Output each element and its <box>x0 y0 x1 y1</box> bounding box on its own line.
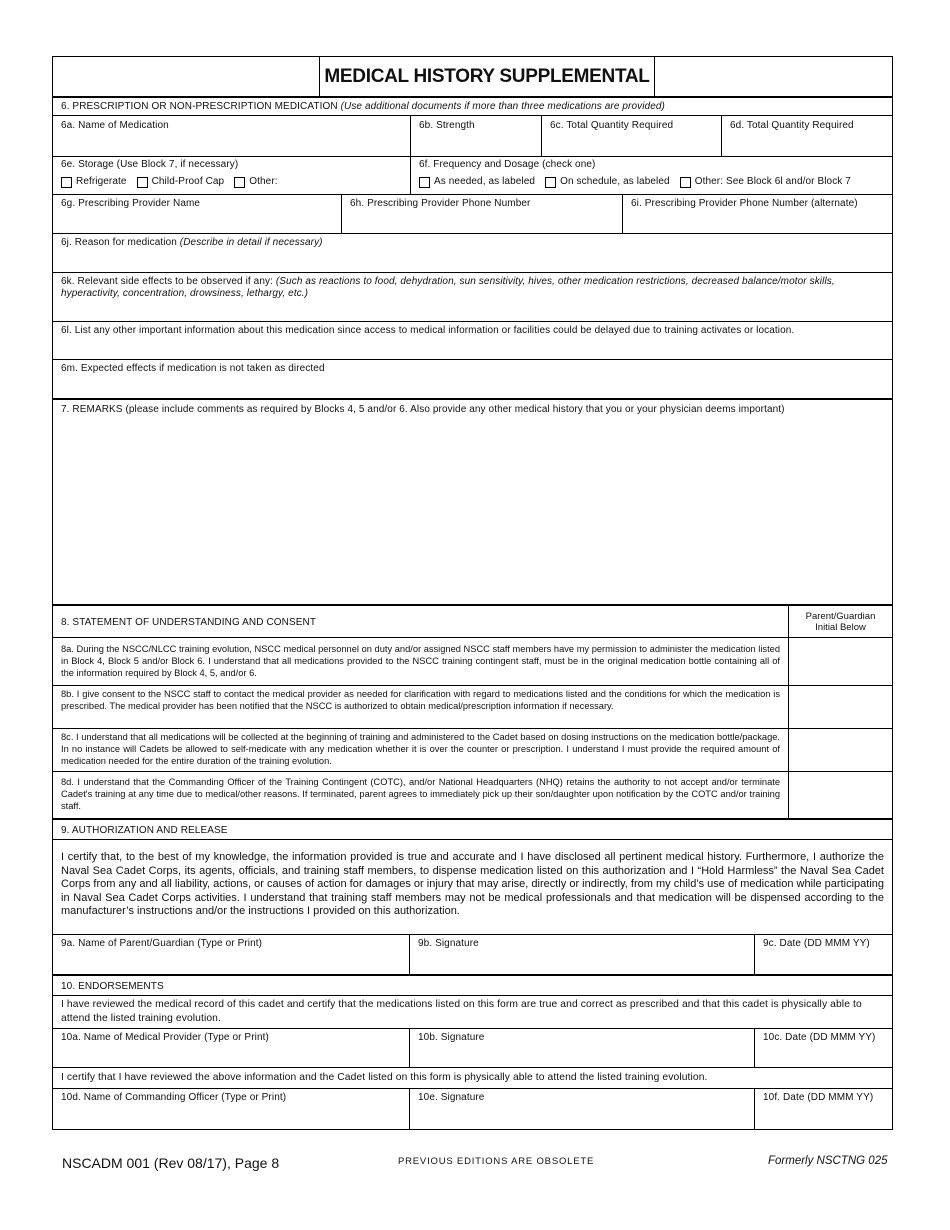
field-6g[interactable] <box>53 195 342 234</box>
statement-8a <box>53 638 789 686</box>
field-9b[interactable] <box>410 935 755 974</box>
title-left-blank <box>53 57 320 96</box>
field-6d[interactable] <box>722 116 892 157</box>
label-remarks: 7. REMARKS (please include comments as required by Blocks 4, 5 and/or 6. Also provide any other medical history that you or your physician deems important) <box>61 404 785 415</box>
initial-header-text: Parent/Guardian Initial Below <box>805 611 876 633</box>
field-10c[interactable] <box>755 1029 892 1068</box>
checkbox-as-needed[interactable] <box>419 177 430 188</box>
label-10f: 10f. Date (DD MMM YY) <box>763 1092 874 1103</box>
label-6m: 6m. Expected effects if medication is not taken as directed <box>61 363 325 374</box>
section8-header-text: 8. STATEMENT OF UNDERSTANDING AND CONSENT <box>61 617 317 628</box>
field-6m[interactable] <box>53 360 892 398</box>
label-6d: 6d. Total Quantity Required <box>730 120 854 131</box>
field-6a[interactable] <box>53 116 411 157</box>
field-remarks[interactable] <box>53 398 892 606</box>
label-6h: 6h. Prescribing Provider Phone Number <box>350 198 531 209</box>
initial-8b[interactable] <box>789 686 892 729</box>
label-10d: 10d. Name of Commanding Officer (Type or Print) <box>61 1092 287 1103</box>
option-on-schedule: On schedule, as labeled <box>560 176 670 187</box>
text-8d: 8d. I understand that the Commanding Officer of the Training Contingent (COTC), and/or National Headquarters (NHQ) retains the authority to not accept and/or terminate Cadet's training at any time due to medical/other reasons. If terminated, parent agrees to immediately pick up their son/daughter upon notification by the COTC and/or training staff. <box>61 777 780 812</box>
field-10b[interactable] <box>410 1029 755 1068</box>
field-6f <box>411 157 892 195</box>
initial-8d[interactable] <box>789 772 892 818</box>
section10-header <box>53 974 892 996</box>
label-10a: 10a. Name of Medical Provider (Type or Print) <box>61 1032 269 1043</box>
note-6j: (Describe in detail if necessary) <box>179 237 323 248</box>
note-6k: (Such as reactions to food, dehydration, sun sensitivity, hives, other medication restrictions, decreased balance/motor skills, hyperactivity, concentration, drowsiness, lethargy, etc.) <box>61 276 835 299</box>
label-6b: 6b. Strength <box>419 120 475 131</box>
label-9a: 9a. Name of Parent/Guardian (Type or Print) <box>61 938 263 949</box>
label-9c: 9c. Date (DD MMM YY) <box>763 938 870 949</box>
section9-header-text: 9. AUTHORIZATION AND RELEASE <box>61 825 228 836</box>
section6-header-text: 6. PRESCRIPTION OR NON-PRESCRIPTION MEDICATION <box>61 101 338 112</box>
endorsement-paragraph-2: I certify that I have reviewed the above information and the Cadet listed on this form is physically able to attend the listed training evolution. <box>61 1072 708 1083</box>
label-6e: 6e. Storage (Use Block 7, if necessary) <box>61 159 239 170</box>
statement-8c <box>53 729 789 772</box>
endorsement-paragraph-1: I have reviewed the medical record of this cadet and certify that the medications listed on this form are true and correct as prescribed and that this cadet is physically able to attend the listed training evolution. <box>61 999 862 1024</box>
label-6c: 6c. Total Quantity Required <box>550 120 674 131</box>
authorization-paragraph: I certify that, to the best of my knowledge, the information provided is true and accurate and I have disclosed all pertinent medical history. Furthermore, I authorize the Naval Sea Cadet Corps, its agents, officials, and training staff members, to dispense medication listed on this authorization and I “Hold Harmless” the Naval Sea Cadet Corps from any and all liability, actions, or causes of action for damages or injury that may arise, directly or indirectly, from my child’s use of medication while participating in Naval Sea Cadet Corps activities. I understand that training staff members may not be medical professionals and that medication will be dispensed according to the manufacturer’s instructions and/or the instructions I provided on this authorization. <box>61 851 884 918</box>
field-10a[interactable] <box>53 1029 410 1068</box>
field-10e[interactable] <box>410 1089 755 1129</box>
section6-header-note: (Use additional documents if more than three medications are provided) <box>340 101 665 112</box>
label-6j: 6j. Reason for medication <box>61 237 177 248</box>
label-10b: 10b. Signature <box>418 1032 485 1043</box>
footer-formerly: Formerly NSCTNG 025 <box>768 1155 888 1167</box>
section10-header-text: 10. ENDORSEMENTS <box>61 981 164 992</box>
title-right-blank <box>655 57 892 96</box>
section8-header <box>53 606 789 638</box>
footer-notice: PREVIOUS EDITIONS ARE OBSOLETE <box>398 1156 595 1167</box>
initial-column-header <box>789 606 892 638</box>
label-10c: 10c. Date (DD MMM YY) <box>763 1032 876 1043</box>
endorsement-text-2 <box>53 1068 892 1089</box>
field-9a[interactable] <box>53 935 410 974</box>
label-6g: 6g. Prescribing Provider Name <box>61 198 201 209</box>
text-8b: 8b. I give consent to the NSCC staff to contact the medical provider as needed for clarification with regard to medications listed and the conditions for which the medication is prescribed. The medical provider has been notified that the NSCC is authorized to obtain medical/prescription information if necessary. <box>61 689 780 712</box>
label-9b: 9b. Signature <box>418 938 479 949</box>
endorsement-text-1 <box>53 996 892 1029</box>
checkbox-frequency-other[interactable] <box>680 177 691 188</box>
statement-8d <box>53 772 789 818</box>
title-box <box>320 57 655 96</box>
statement-8b <box>53 686 789 729</box>
option-refrigerate: Refrigerate <box>76 176 127 187</box>
field-6h[interactable] <box>342 195 623 234</box>
field-10f[interactable] <box>755 1089 892 1129</box>
option-child-proof-cap: Child-Proof Cap <box>151 176 225 187</box>
authorization-text <box>53 840 892 935</box>
field-6c[interactable] <box>542 116 722 157</box>
field-6i[interactable] <box>623 195 892 234</box>
text-8c: 8c. I understand that all medications will be collected at the beginning of training and administered to the Cadet based on dosing instructions on the medication bottle/package. In no instance will Cadets be allowed to self-medicate with any medication whether it is over the counter or prescription. I understand I must provide the required amount of medication needed for the entire duration of the training evolution. <box>61 732 780 767</box>
checkbox-child-proof-cap[interactable] <box>137 177 148 188</box>
label-6a: 6a. Name of Medication <box>61 120 169 131</box>
field-6k[interactable] <box>53 273 892 322</box>
field-6e <box>53 157 411 195</box>
field-6j[interactable] <box>53 234 892 273</box>
option-frequency-other: Other: See Block 6l and/or Block 7 <box>694 176 851 187</box>
field-6b[interactable] <box>411 116 542 157</box>
field-10d[interactable] <box>53 1089 410 1129</box>
option-storage-other: Other: <box>249 176 278 187</box>
field-9c[interactable] <box>755 935 892 974</box>
label-10e: 10e. Signature <box>418 1092 485 1103</box>
checkbox-on-schedule[interactable] <box>545 177 556 188</box>
footer-form-id: NSCADM 001 (Rev 08/17), Page 8 <box>62 1155 280 1171</box>
section6-header <box>53 96 892 116</box>
page-title: MEDICAL HISTORY SUPPLEMENTAL <box>324 65 650 87</box>
label-6i: 6i. Prescribing Provider Phone Number (alternate) <box>631 198 858 209</box>
label-6l: 6l. List any other important information about this medication since access to medical information or facilities could be delayed due to training activates or location. <box>61 325 795 336</box>
checkbox-refrigerate[interactable] <box>61 177 72 188</box>
label-6f: 6f. Frequency and Dosage (check one) <box>419 159 596 170</box>
initial-8c[interactable] <box>789 729 892 772</box>
text-8a: 8a. During the NSCC/NLCC training evolution, NSCC medical personnel on duty and/or assigned NSCC staff members have my permission to administer the medication listed in Block 4, Block 5 and/or Block 6. I understand that all medications provided to the NSCC training contingent staff, must be in the original medication bottle containing all of the information required by Block 4, 5, and/or 6. <box>61 644 780 679</box>
field-6l[interactable] <box>53 322 892 360</box>
initial-8a[interactable] <box>789 638 892 686</box>
section9-header <box>53 818 892 840</box>
checkbox-storage-other[interactable] <box>234 177 245 188</box>
label-6k: 6k. Relevant side effects to be observed if any: <box>61 276 273 287</box>
option-as-needed: As needed, as labeled <box>434 176 536 187</box>
